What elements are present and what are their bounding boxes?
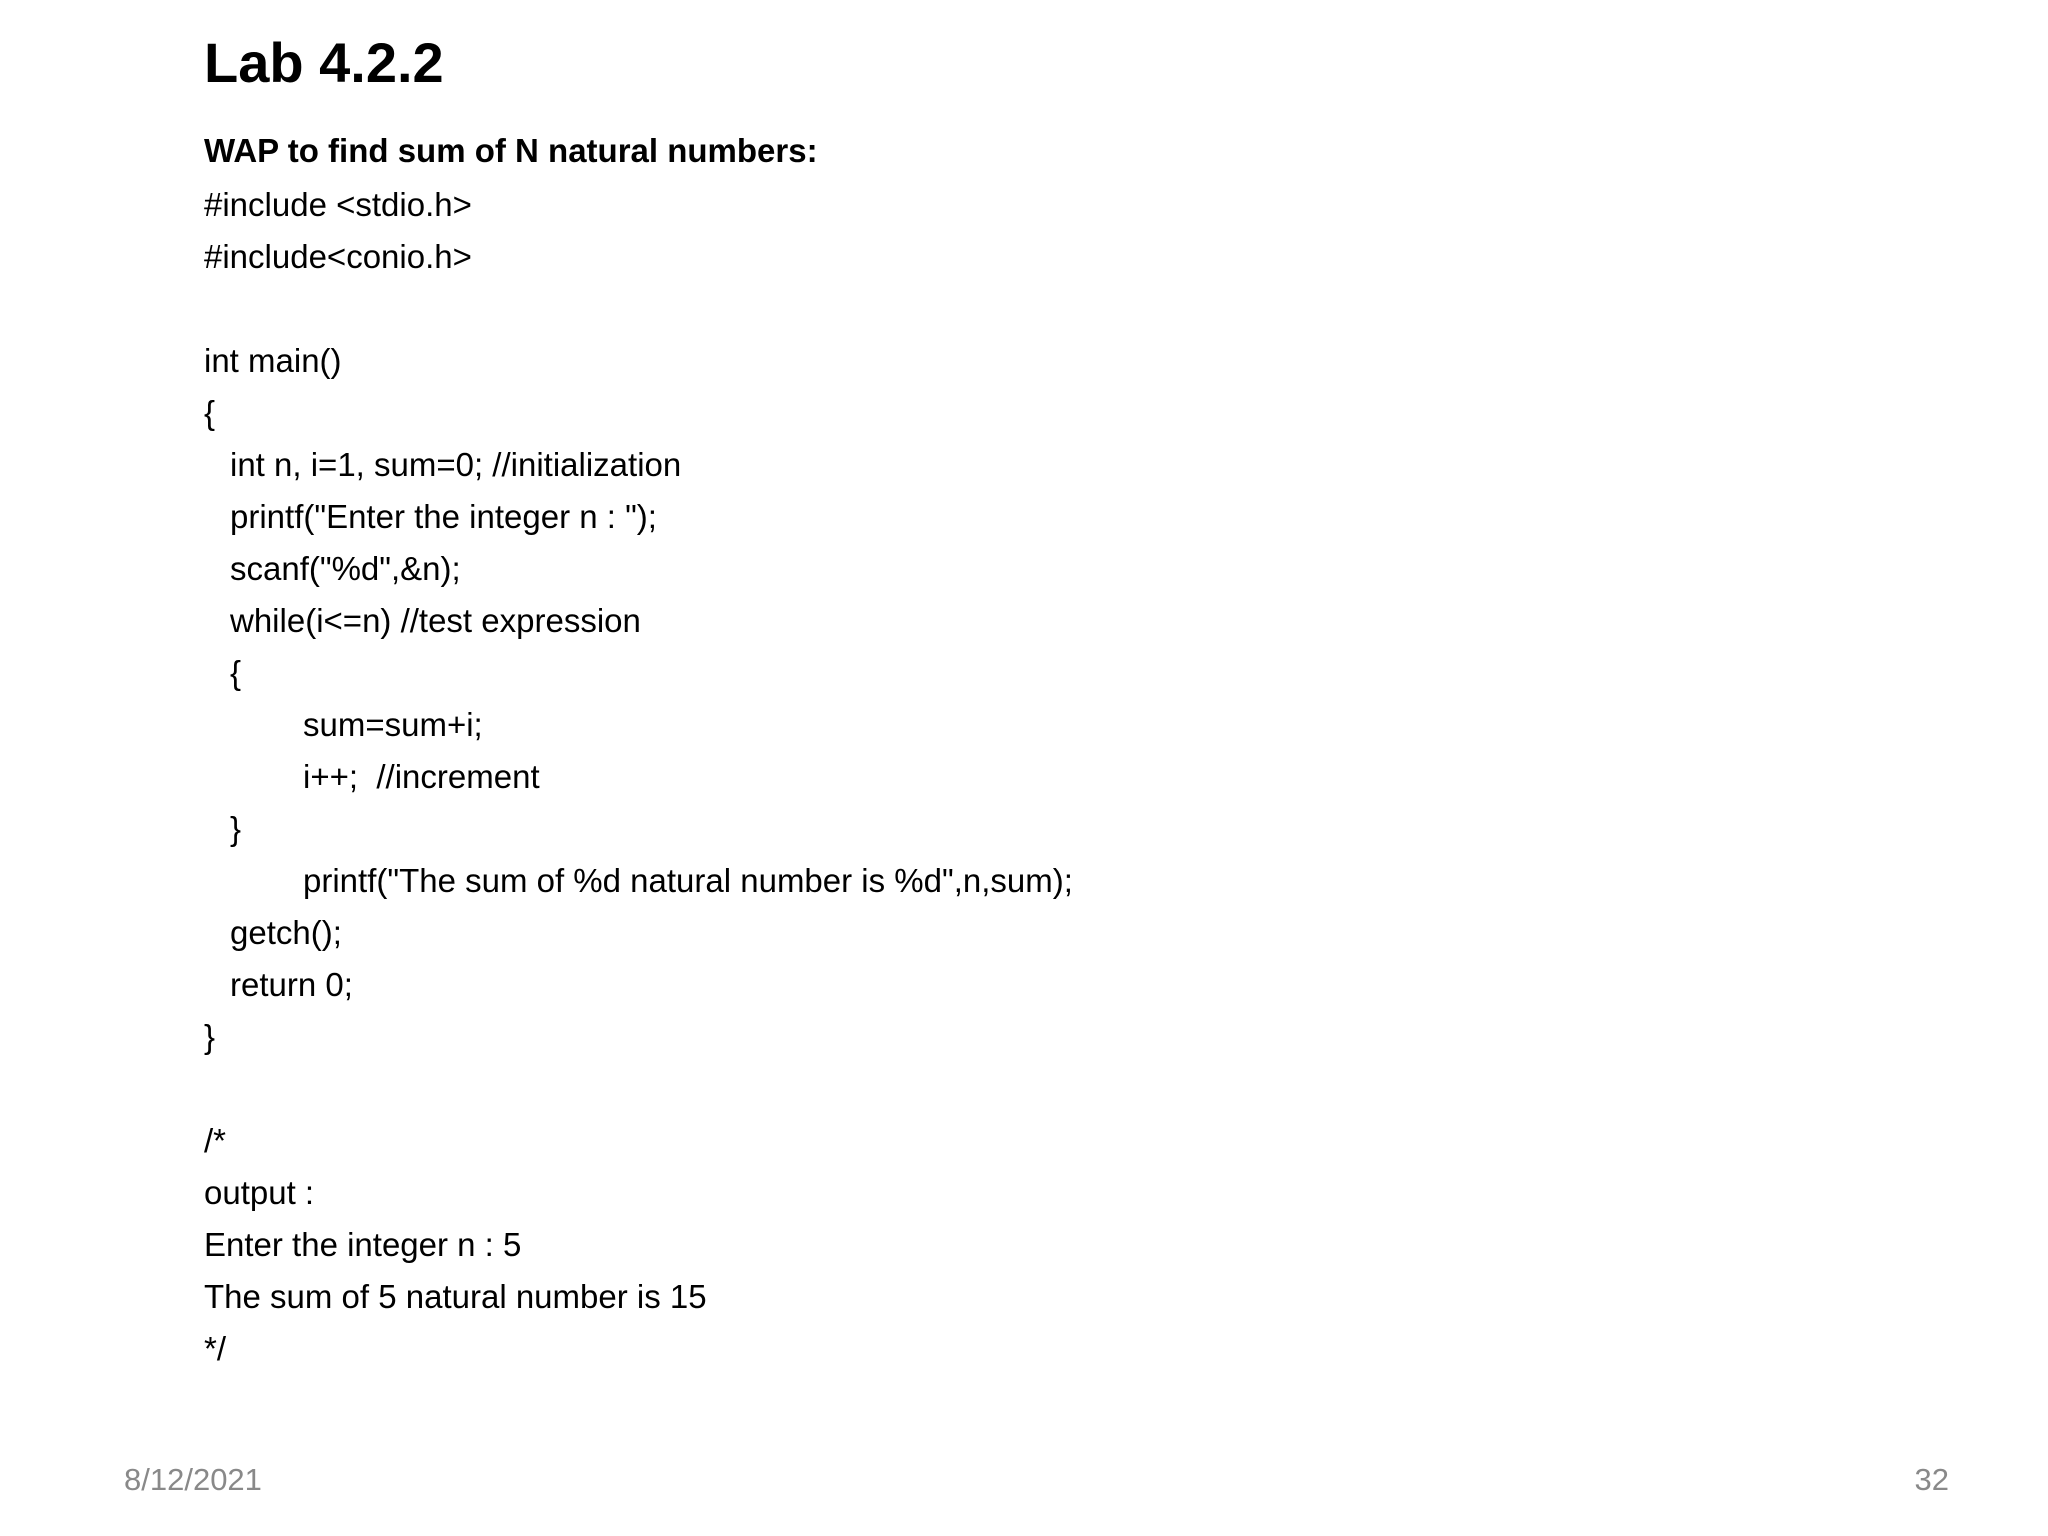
code-line: The sum of 5 natural number is 15 xyxy=(204,1278,707,1315)
code-line: while(i<=n) //test expression xyxy=(230,602,641,639)
footer-date: 8/12/2021 xyxy=(124,1462,262,1497)
code-line: /* xyxy=(204,1122,227,1159)
code-line: Enter the integer n : 5 xyxy=(204,1226,522,1263)
code-line: } xyxy=(204,1018,216,1055)
code-line: i++; //increment xyxy=(303,758,540,795)
code-line: int main() xyxy=(204,342,342,379)
code-line: scanf("%d",&n); xyxy=(230,550,461,587)
slide-title: Lab 4.2.2 xyxy=(204,31,444,94)
code-line: } xyxy=(230,810,242,847)
code-line: #include <stdio.h> xyxy=(204,186,472,223)
code-line xyxy=(204,283,1073,335)
code-line: */ xyxy=(204,1330,227,1367)
slide-page-number: 32 xyxy=(1914,1462,1949,1497)
code-line: return 0; xyxy=(230,966,353,1003)
code-line: getch(); xyxy=(230,914,342,951)
code-line: printf("Enter the integer n : "); xyxy=(230,498,657,535)
code-line: sum=sum+i; xyxy=(303,706,483,743)
code-line: printf("The sum of %d natural number is %d",n,sum); xyxy=(303,862,1073,899)
code-line: { xyxy=(230,654,242,691)
code-listing xyxy=(204,179,1073,1375)
slide-heading: WAP to find sum of N natural numbers: xyxy=(204,132,818,169)
code-line xyxy=(204,1063,1073,1115)
code-line: output : xyxy=(204,1174,315,1211)
code-line: { xyxy=(204,394,216,431)
code-line: #include<conio.h> xyxy=(204,238,472,275)
code-line: int n, i=1, sum=0; //initialization xyxy=(230,446,682,483)
